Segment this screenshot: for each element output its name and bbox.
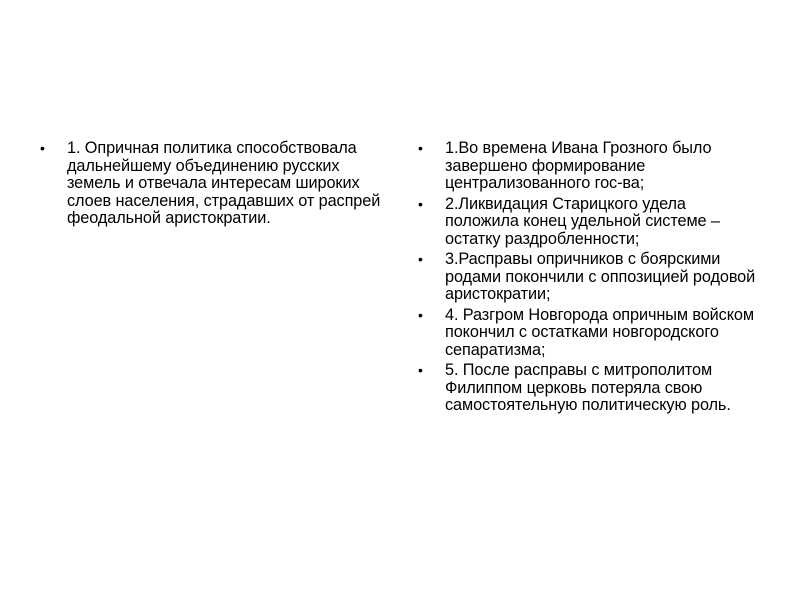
list-item-text: 5. После расправы с митрополитом Филиппом церковь потеряла свою самостоятельную политическую роль. [445, 361, 731, 414]
list-item [418, 362, 763, 415]
list-item-text: 1. Опричная политика способствовала дальнейшему объединению русских земель и отвечала интересам широких слоев населения, страдавших от распрей феодальной аристократии. [67, 139, 381, 227]
bullet-icon: • [418, 362, 423, 378]
list-item-text: 4. Разгром Новгорода опричным войском покончил с остатками новгородского сепаратизма; [445, 305, 754, 359]
list-item [418, 140, 763, 193]
list-item-text: 3.Расправы опричников с боярскими родами покончили с оппозицией родовой аристократии; [445, 250, 756, 303]
list-item-text: 1.Во времена Ивана Грозного было завершено формирование централизованного гос-ва; [445, 139, 712, 192]
bullet-icon: • [418, 251, 423, 267]
bullet-icon: • [418, 140, 423, 156]
bullet-icon: • [418, 195, 423, 212]
left-column [40, 140, 385, 231]
bullet-icon: • [418, 306, 423, 323]
list-item-text: 2.Ликвидация Старицкого удела положила конец удельной системе – остатку раздробленности; [445, 194, 720, 248]
list-item [40, 140, 385, 228]
list-item [418, 196, 763, 249]
bullet-icon: • [40, 140, 45, 156]
list-item [418, 307, 763, 360]
list-item [418, 251, 763, 304]
right-column [418, 140, 763, 418]
